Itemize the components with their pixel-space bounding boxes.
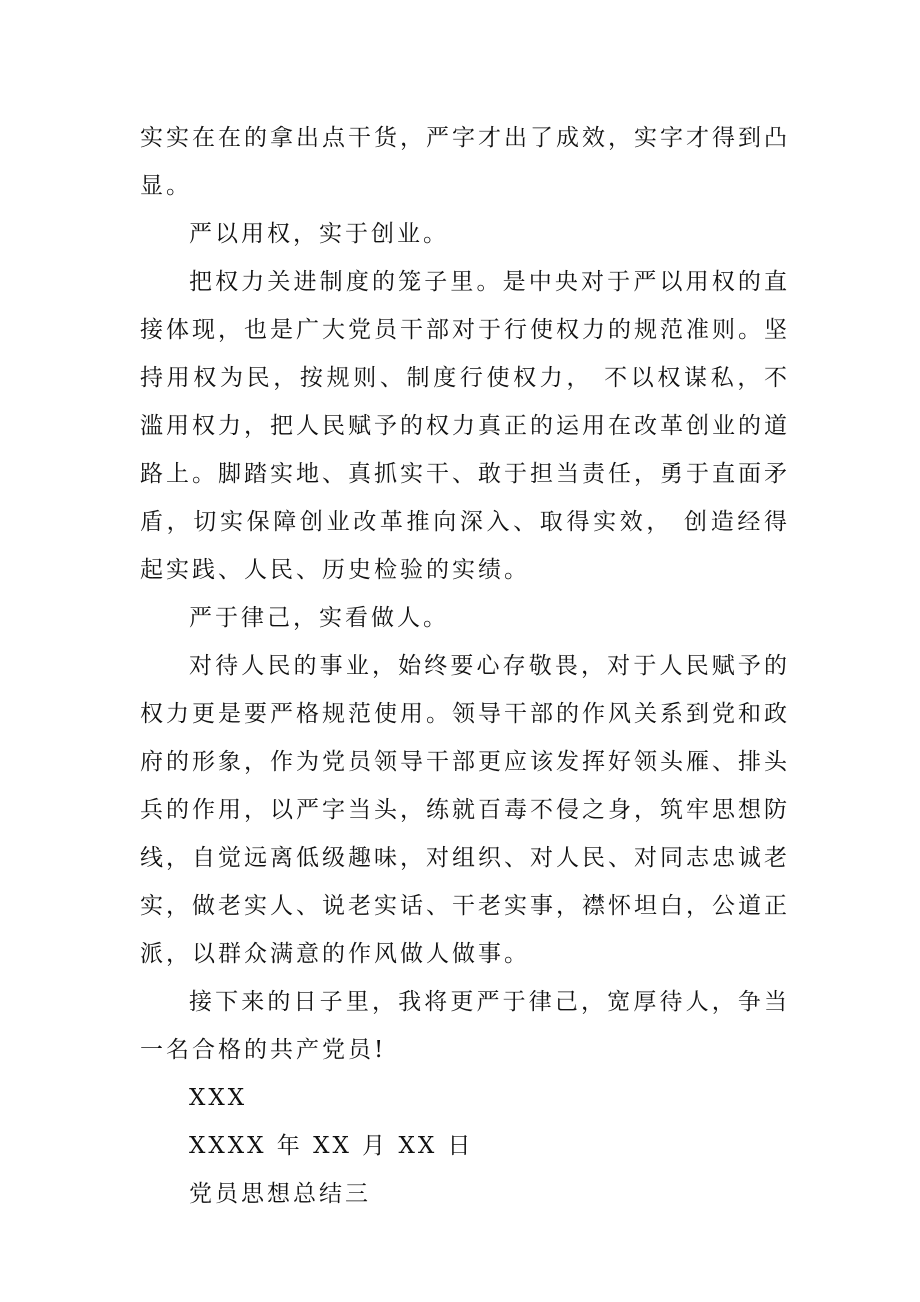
section-heading-power: 严以用权，实于创业。	[189, 221, 449, 247]
signature-name: XXX	[189, 1085, 248, 1111]
document-body	[140, 114, 790, 1218]
next-section-title: 党员思想总结三	[189, 1181, 371, 1207]
paragraph-closing: 接下来的日子里，我将更严于律己，宽厚待人，争当一名合格的共产党员!	[140, 989, 790, 1063]
paragraph-self-discipline: 对待人民的事业，始终要心存敬畏，对于人民赋予的权力更是要严格规范使用。领导干部的作风关系到党和政府的形象，作为党员领导干部更应该发挥好领头雁、排头兵的作用，以严字当头，练就百毒不侵之身，筑牢思想防线，自觉远离低级趣味，对组织、对人民、对同志忠诚老实，做老实人、说老实话、干老实事，襟怀坦白，公道正派，以群众满意的作风做人做事。	[140, 653, 790, 967]
section-heading-self-discipline: 严于律己，实看做人。	[189, 605, 449, 631]
paragraph-1: 实实在在的拿出点干货，严字才出了成效，实字才得到凸显。	[140, 125, 790, 199]
paragraph-power: 把权力关进制度的笼子里。是中央对于严以用权的直接体现，也是广大党员干部对于行使权力的规范准则。坚持用权为民，按规则、制度行使权力， 不以权谋私，不滥用权力，把人民赋予的权力真正的运用在改革创业的道路上。脚踏实地、真抓实干、敢于担当责任，勇于直面矛盾，切实保障创业改革推向深入、取得实效， 创造经得起实践、人民、历史检验的实绩。	[140, 269, 790, 583]
signature-date: XXXX 年 XX 月 XX 日	[189, 1133, 474, 1159]
